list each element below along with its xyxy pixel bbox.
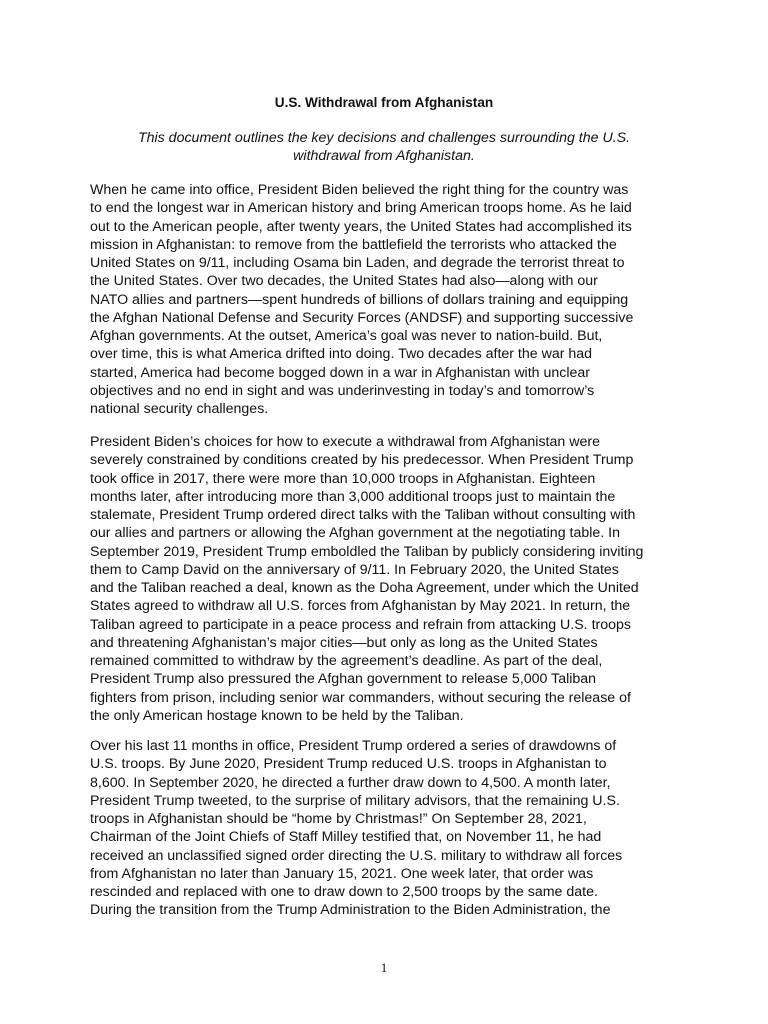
paragraph-line: U.S. troops. By June 2020, President Trump reduced U.S. troops in Afghanistan to [90, 756, 607, 773]
paragraph-line: over time, this is what America drifted into doing. Two decades after the war had [90, 346, 593, 363]
paragraph-line: the only American hostage known to be held by the Taliban. [90, 707, 464, 724]
paragraph-line: objectives and no end in sight and was underinvesting in today’s and tomorrow’s [90, 382, 595, 399]
paragraph-line: Chairman of the Joint Chiefs of Staff Milley testified that, on November 11, he had [90, 829, 602, 846]
paragraph-line: Taliban agreed to participate in a peace process and refrain from attacking U.S. troops [90, 616, 632, 633]
paragraph-line: President Trump also pressured the Afghan government to release 5,000 Taliban [90, 671, 597, 688]
document-title: U.S. Withdrawal from Afghanistan [274, 95, 494, 110]
paragraph-3 [90, 737, 690, 920]
paragraph-line: When he came into office, President Biden believed the right thing for the country was [90, 182, 629, 198]
paragraph-line: troops in Afghanistan should be “home by Christmas!” On September 28, 2021, [90, 811, 587, 827]
paragraph-line: received an unclassified signed order directing the U.S. military to withdraw all forces [90, 847, 623, 864]
paragraph-line: rescinded and replaced with one to draw down to 2,500 troops by the same date. [90, 884, 598, 900]
paragraph-line: out to the American people, after twenty years, the United States had accomplished its [90, 218, 632, 235]
paragraph-line: the United States. Over two decades, the United States had also—along with our [90, 273, 598, 290]
paragraph-line: and the Taliban reached a deal, known as the Doha Agreement, under which the United [90, 580, 639, 596]
paragraph-line: severely constrained by conditions created by his predecessor. When President Trump [90, 452, 634, 469]
paragraph-line: them to Camp David on the anniversary of 9/11. In February 2020, the United States [90, 561, 619, 578]
paragraph-line: national security challenges. [90, 401, 269, 417]
paragraph-2 [90, 433, 690, 725]
subtitle-line: withdrawal from Afghanistan. [293, 148, 475, 164]
subtitle-line: This document outlines the key decisions and challenges surrounding the U.S. [137, 130, 631, 146]
paragraph-1 [90, 181, 690, 418]
paragraph-line: NATO allies and partners—spent hundreds of billions of dollars training and equipping [90, 291, 629, 308]
paragraph-line: During the transition from the Trump Administration to the Biden Administration, the [90, 902, 611, 919]
paragraph-line: President Trump tweeted, to the surprise of military advisors, that the remaining U.S. [90, 792, 620, 809]
paragraph-line: remained committed to withdraw by the agreement’s deadline. As part of the deal, [90, 653, 603, 669]
paragraph-line: and threatening Afghanistan’s major cities—but only as long as the United States [90, 634, 598, 651]
paragraph-line: fighters from prison, including senior war commanders, without securing the release of [90, 689, 631, 706]
paragraph-line: from Afghanistan no later than January 15, 2021. One week later, that order was [90, 865, 594, 882]
paragraph-line: mission in Afghanistan: to remove from the battlefield the terrorists who attacked the [90, 236, 617, 253]
paragraph-line: President Biden’s choices for how to execute a withdrawal from Afghanistan were [90, 434, 600, 450]
document-subtitle [100, 129, 668, 165]
paragraph-line: United States on 9/11, including Osama bin Laden, and degrade the terrorist threat to [90, 255, 625, 271]
paragraph-line: took office in 2017, there were more than 10,000 troops in Afghanistan. Eighteen [90, 470, 596, 487]
paragraph-line: stalemate, President Trump ordered direct talks with the Taliban without consulting with [90, 507, 636, 523]
paragraph-line: to end the longest war in American history and bring American troops home. As he laid [90, 200, 632, 217]
paragraph-line: started, America had become bogged down in a war in Afghanistan with unclear [90, 364, 591, 381]
paragraph-line: Afghan governments. At the outset, America’s goal was never to nation-build. But, [90, 328, 603, 344]
paragraph-line: our allies and partners or allowing the Afghan government at the negotiating table. In [90, 525, 621, 542]
paragraph-line: the Afghan National Defense and Security Forces (ANDSF) and supporting successive [90, 309, 634, 326]
page-number: 1 [380, 960, 388, 975]
paragraph-line: months later, after introducing more than 3,000 additional troops just to maintain the [90, 488, 616, 505]
paragraph-line: Over his last 11 months in office, President Trump ordered a series of drawdowns of [90, 738, 617, 754]
paragraph-line: States agreed to withdraw all U.S. forces from Afghanistan by May 2021. In return, the [90, 598, 631, 615]
paragraph-line: September 2019, President Trump emboldled the Taliban by publicly considering inviting [90, 543, 644, 560]
paragraph-line: 8,600. In September 2020, he directed a further draw down to 4,500. A month later, [90, 774, 611, 791]
